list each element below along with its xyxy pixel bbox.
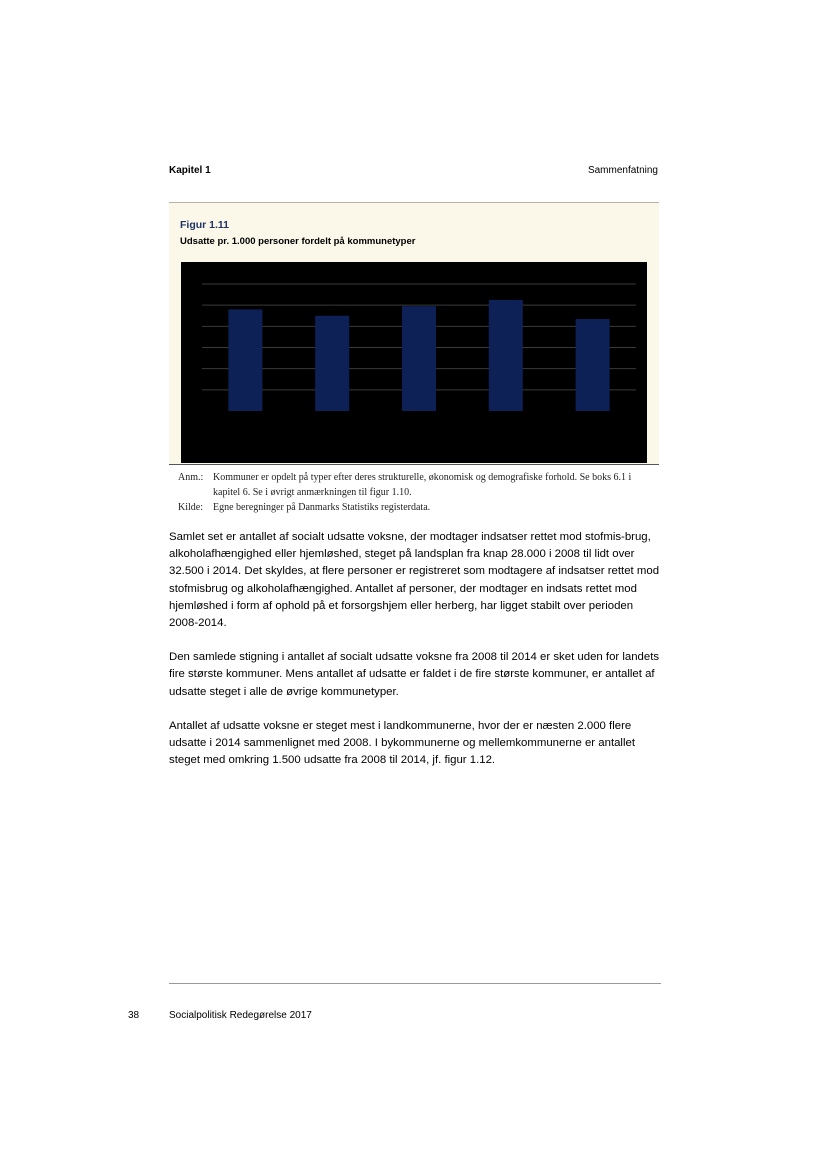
bar-3 (402, 306, 436, 411)
note-text: Kommuner er opdelt på typer efter deres strukturelle, økonomisk og demografiske forhold. Se boks 6.1 i kapitel 6. Se i øvrigt anmærkningen til figur 1.10. (213, 472, 632, 498)
paragraph: Samlet set er antallet af socialt udsatte voksne, der modtager indsatser rettet mod stofmis-brug, alkoholafhængighed eller hjemløshed, steget på landsplan fra knap 28.000 i 2008 til lidt over 32.500 i 2014. Det skyldes, at flere personer er registreret som modtagere af indsatser rettet mod stofmisbrug og alkoholafhængighed. Antallet af personer, der modtager en indsats rettet mod hjemløshed i form af ophold på et forsorgshjem eller herberg, har ligget stabilt over perioden 2008-2014. (169, 531, 660, 630)
bar-4 (489, 300, 523, 411)
section-label: Sammenfatning (587, 165, 658, 176)
note-row-anm (178, 470, 658, 500)
chart-svg (181, 262, 647, 463)
paragraph: Antallet af udsatte voksne er steget mest i landkommunerne, hvor der er næsten 2.000 flere udsatte i 2014 sammenlignet med 2008. I bykommunerne og mellemkommunerne er antallet steget med omkring 1.500 udsatte fra 2008 til 2014, jf. figur 1.12. (169, 719, 635, 767)
figure-box (169, 202, 659, 465)
figure-title: Udsatte pr. 1.000 personer fordelt på kommunetyper (180, 236, 416, 247)
note-key: Kilde: (178, 502, 203, 513)
figure-notes (178, 470, 658, 515)
footer-title: Socialpolitisk Redegørelse 2017 (169, 1010, 312, 1021)
body-text (169, 529, 661, 786)
note-row-kilde (178, 500, 658, 515)
paragraph: Den samlede stigning i antallet af socialt udsatte voksne fra 2008 til 2014 er sket uden for landets fire største kommuner. Mens antallet af udsatte er faldet i de fire største kommuner, er antallet af udsatte steget i alle de øvrige kommunetyper. (169, 651, 660, 698)
figure-label: Figur 1.11 (180, 219, 230, 231)
note-key: Anm.: (178, 472, 204, 483)
bar-chart (181, 262, 647, 463)
chapter-label: Kapitel 1 (169, 165, 211, 176)
bar-1 (228, 309, 262, 411)
page-number: 38 (128, 1010, 140, 1021)
bar-5 (576, 319, 610, 411)
bar-2 (315, 316, 349, 411)
footer-divider (169, 983, 661, 984)
note-text: Egne beregninger på Danmarks Statistiks registerdata. (213, 502, 431, 513)
